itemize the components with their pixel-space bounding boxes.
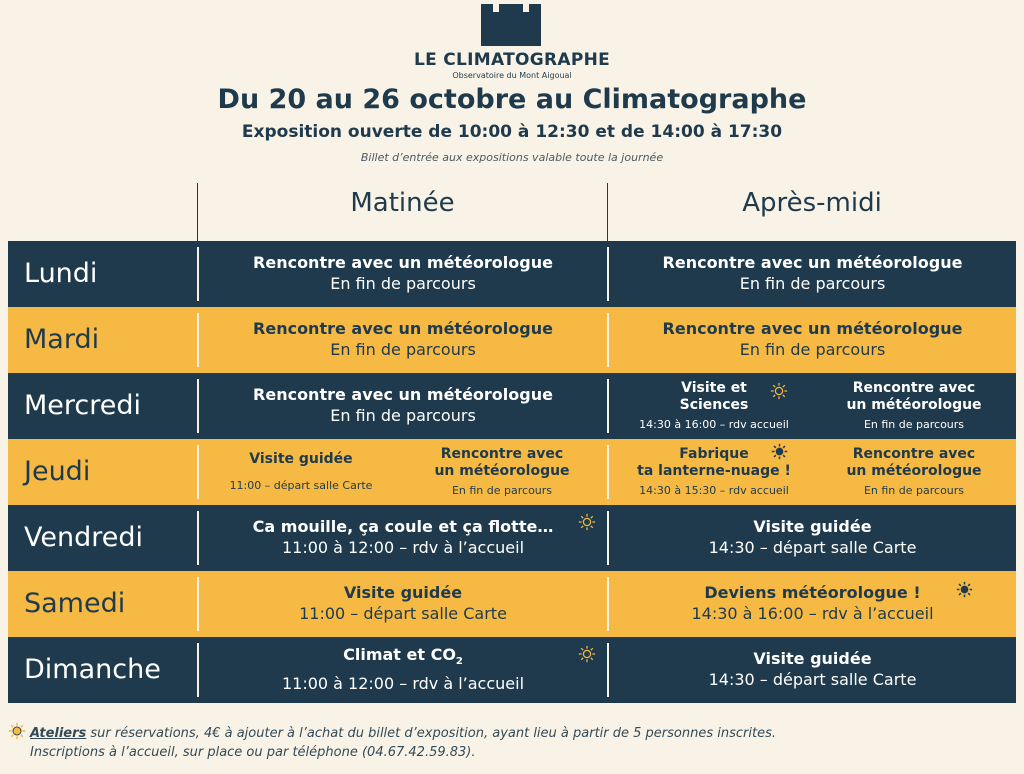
schedule-row-vendredi (8, 505, 1016, 571)
day-label: Mardi (24, 324, 100, 355)
day-label: Dimanche (24, 654, 161, 685)
schedule-row-samedi (8, 571, 1016, 637)
activity-title-line1: Rencontre avec (440, 445, 564, 462)
activity-title-line1: Fabrique (679, 445, 749, 462)
activity-detail: En fin de parcours (863, 417, 965, 431)
activity-detail: 14:30 – départ salle Carte (708, 538, 917, 557)
morning-activity (404, 439, 600, 505)
sun-icon (8, 722, 26, 740)
activity-detail: En fin de parcours (739, 274, 886, 293)
activity-detail: 11:00 à 12:00 – rdv à l’accueil (281, 673, 525, 693)
activity-title: Rencontre avec un météorologue (662, 253, 963, 272)
morning-activity (199, 373, 607, 439)
activity-detail: 11:00 à 12:00 – rdv à l’accueil (281, 538, 525, 557)
activity-detail: En fin de parcours (330, 274, 476, 293)
activity-title-line1: Rencontre avec (852, 445, 976, 462)
footer-note-line1 (30, 726, 776, 741)
sun-icon (771, 443, 788, 460)
schedule-row-jeudi (8, 439, 1016, 505)
activity-title: Rencontre avec un météorologue (253, 319, 553, 338)
morning-activity (199, 571, 607, 637)
column-header-morning: Matinée (350, 188, 455, 218)
day-label: Lundi (24, 258, 98, 289)
activity-detail: En fin de parcours (739, 340, 886, 359)
activity-title-line2: un météorologue (846, 396, 982, 413)
activity-detail: 14:30 à 16:00 – rdv à l’accueil (691, 604, 934, 623)
page-title: Du 20 au 26 octobre au Climatographe (217, 84, 807, 115)
ateliers-label: Ateliers (30, 726, 87, 741)
activity-title: Deviens météorologue ! (704, 583, 921, 602)
sun-icon (578, 645, 596, 663)
cell-divider (197, 445, 199, 499)
afternoon-activity (819, 373, 1009, 439)
column-header-afternoon: Après-midi (742, 188, 882, 218)
afternoon-activity (609, 505, 1016, 571)
activity-detail: En fin de parcours (330, 406, 476, 425)
activity-detail: 14:30 – départ salle Carte (708, 670, 917, 689)
morning-activity (199, 307, 607, 373)
schedule-row-lundi (8, 241, 1016, 307)
activity-title: Rencontre avec un météorologue (253, 385, 553, 404)
afternoon-activity (819, 439, 1009, 505)
sun-icon (578, 513, 596, 531)
footer-text: sur réservations, 4€ à ajouter à l’achat du billet d’exposition, ayant lieu à partir de 5 personnes inscrites. (86, 726, 776, 741)
ticket-note: Billet d’entrée aux expositions valable toute la journée (360, 151, 664, 164)
schedule-row-mercredi (8, 373, 1016, 439)
day-label: Mercredi (24, 390, 142, 421)
activity-detail: 14:30 à 15:30 – rdv accueil (639, 483, 789, 497)
activity-detail: 11:00 – départ salle Carte (229, 478, 373, 492)
morning-workshop (199, 505, 607, 571)
activity-title-line2: Sciences (679, 396, 749, 413)
activity-title: Ca mouille, ça coule et ça flotte… (252, 517, 554, 536)
activity-title-text: Climat et CO (343, 645, 456, 665)
activity-detail: En fin de parcours (451, 483, 553, 497)
brand-subtitle: Observatoire du Mont Aigoual (452, 71, 572, 80)
activity-title-line2: un météorologue (434, 462, 570, 479)
activity-title: Visite guidée (249, 450, 353, 467)
activity-title: Visite guidée (343, 583, 463, 602)
castle-logo-icon (481, 4, 541, 46)
schedule-row-dimanche (8, 637, 1016, 703)
afternoon-activity (609, 241, 1016, 307)
opening-hours: Exposition ouverte de 10:00 à 12:30 et de 14:00 à 17:30 (241, 122, 783, 142)
day-label: Jeudi (24, 456, 91, 487)
afternoon-workshop (609, 571, 1016, 637)
activity-title-line1: Visite et (681, 379, 747, 396)
footer-note-line2: Inscriptions à l’accueil, sur place ou par téléphone (04.67.42.59.83). (30, 745, 476, 760)
activity-title: Visite guidée (753, 517, 872, 536)
morning-activity (199, 241, 607, 307)
activity-title: Rencontre avec un météorologue (662, 319, 963, 338)
sun-icon (770, 382, 788, 400)
afternoon-activity (609, 307, 1016, 373)
subscript-two: 2 (455, 656, 463, 668)
day-label: Samedi (24, 588, 126, 619)
afternoon-activity (609, 637, 1016, 703)
activity-detail: En fin de parcours (330, 340, 476, 359)
activity-detail: 11:00 – départ salle Carte (299, 604, 507, 623)
morning-workshop (199, 637, 607, 703)
activity-title-line1: Rencontre avec (852, 379, 976, 396)
activity-title (343, 645, 463, 672)
schedule-row-mardi (8, 307, 1016, 373)
activity-title: Rencontre avec un météorologue (253, 253, 553, 272)
activity-detail: 14:30 à 16:00 – rdv accueil (639, 417, 789, 431)
activity-title-line2: ta lanterne-nuage ! (637, 462, 791, 479)
brand-name: LE CLIMATOGRAPHE (413, 50, 611, 70)
activity-title: Visite guidée (753, 649, 872, 668)
activity-detail: En fin de parcours (863, 483, 965, 497)
morning-activity (208, 439, 394, 505)
sun-icon (956, 581, 973, 598)
day-label: Vendredi (24, 522, 143, 553)
activity-title-line2: un météorologue (846, 462, 982, 479)
